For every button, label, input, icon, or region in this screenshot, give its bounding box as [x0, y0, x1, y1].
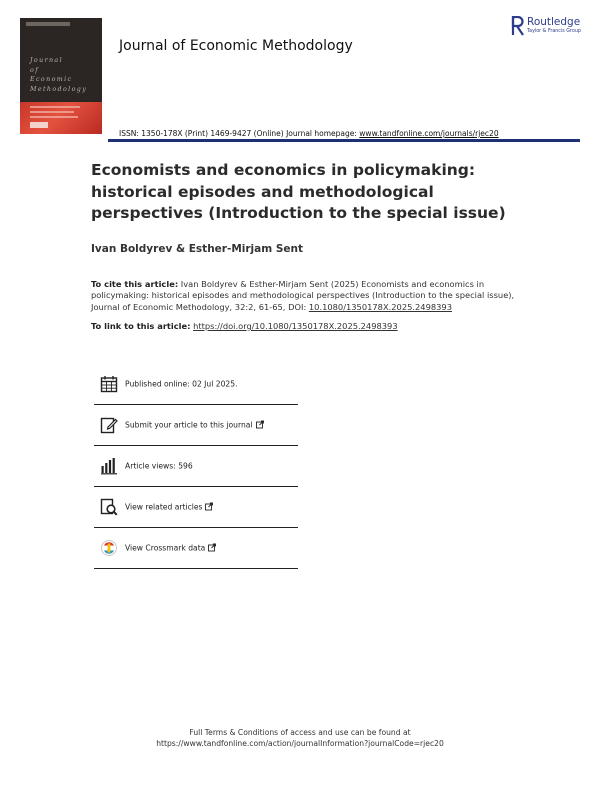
external-link-icon — [205, 503, 213, 511]
external-link-icon — [256, 421, 264, 429]
crossmark-label[interactable] — [125, 544, 216, 553]
crossmark-text[interactable]: View Crossmark data — [125, 543, 206, 553]
link-label: To link to this article: — [91, 321, 191, 331]
submit-article-label[interactable] — [125, 421, 264, 430]
issn-line — [119, 129, 499, 138]
footer-terms — [0, 727, 600, 749]
publisher-logo — [511, 16, 591, 40]
related-articles-icon — [100, 498, 118, 516]
article-doi-link[interactable]: https://doi.org/10.1080/1350178X.2025.2498393 — [193, 321, 398, 331]
related-articles-item[interactable] — [94, 487, 298, 528]
cover-title-line: Journal — [30, 57, 64, 64]
crossmark-icon — [100, 539, 118, 557]
citation-block — [91, 279, 521, 313]
cover-title — [30, 56, 98, 94]
header-divider — [108, 139, 580, 142]
related-articles-label[interactable] — [125, 503, 213, 512]
article-authors: Ivan Boldyrev & Esther-Mirjam Sent — [91, 243, 304, 255]
cite-text: Ivan Boldyrev & Esther-Mirjam Sent (2025) Economists and economics in policymaking: historical episodes and methodological perspectives (Introduction to the special issue), Journal of Economic Methodology, 32:2, 61-65, DOI: — [91, 279, 515, 312]
journal-homepage-link[interactable]: www.tandfonline.com/journals/rjec20 — [359, 129, 499, 138]
crossmark-item[interactable] — [94, 528, 298, 569]
external-link-icon — [208, 544, 216, 552]
submit-article-text[interactable]: Submit your article to this journal — [125, 420, 253, 430]
publisher-subtitle: Taylor & Francis Group — [527, 29, 581, 34]
related-articles-text[interactable]: View related articles — [125, 502, 203, 512]
published-online-label: Published online: 02 Jul 2025. — [125, 379, 238, 389]
article-link-line — [91, 321, 398, 331]
cover-title-line: Economic — [30, 76, 73, 83]
routledge-r-icon — [511, 16, 525, 36]
journal-title: Journal of Economic Methodology — [119, 38, 353, 54]
calendar-icon — [100, 375, 118, 393]
cover-title-line: of — [30, 66, 39, 74]
article-info-list — [94, 364, 298, 569]
publisher-name: Routledge — [527, 16, 581, 28]
cover-top-strip — [26, 22, 70, 26]
article-title: Economists and economics in policymaking: historical episodes and methodological perspectives (Introduction to the special issue) — [91, 161, 506, 222]
cover-title-line: Methodology — [30, 85, 88, 93]
article-views-item — [94, 446, 298, 487]
submit-article-item[interactable] — [94, 405, 298, 446]
footer-terms-link[interactable]: https://www.tandfonline.com/action/journalInformation?journalCode=rjec20 — [156, 739, 444, 748]
footer-line-1: Full Terms & Conditions of access and use can be found at — [189, 728, 411, 737]
cite-doi-link[interactable]: 10.1080/1350178X.2025.2498393 — [308, 301, 452, 312]
bar-chart-icon — [100, 457, 118, 475]
article-views-label: Article views: 596 — [125, 461, 193, 471]
edit-icon — [100, 416, 118, 434]
journal-cover-image — [20, 18, 102, 134]
published-online-item — [94, 364, 298, 405]
issn-text: ISSN: 1350-178X (Print) 1469-9427 (Online) Journal homepage: — [119, 129, 360, 138]
cover-red-band — [20, 102, 102, 134]
cite-label: To cite this article: — [91, 279, 179, 289]
